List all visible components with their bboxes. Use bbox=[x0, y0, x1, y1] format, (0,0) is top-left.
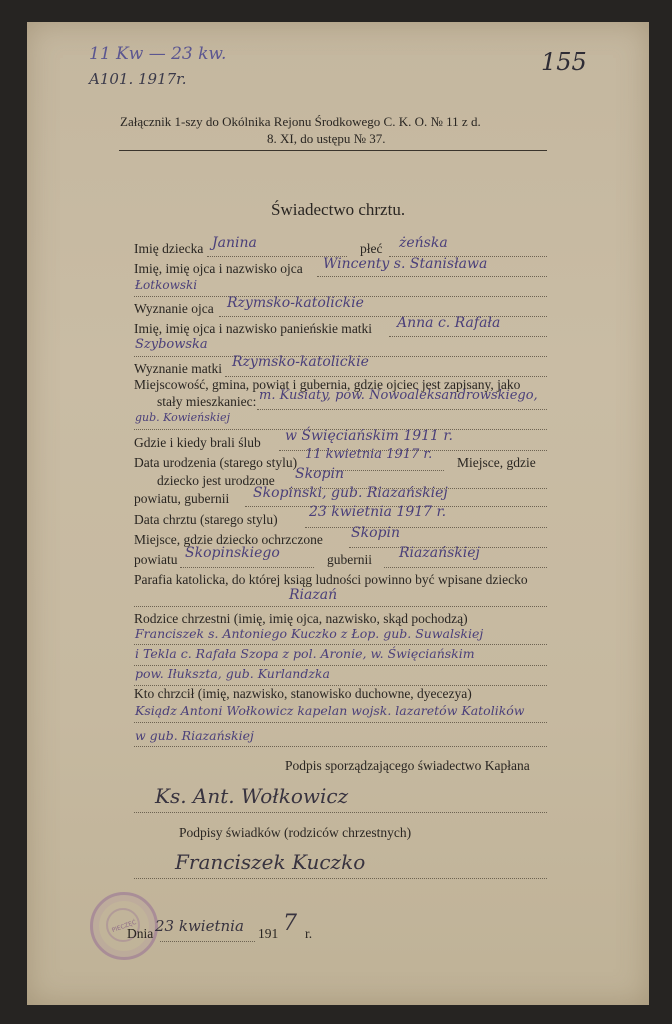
value-godparents-2: i Tekla c. Rafała Szopa z pol. Aronie, w. Święciańskim bbox=[135, 646, 475, 661]
value-sex: żeńska bbox=[399, 235, 448, 251]
header-line-1: Załącznik 1-szy do Okólnika Rejonu Środkowego C. K. O. № 11 z d. bbox=[120, 114, 481, 129]
label-marriage: Gdzie i kiedy brali ślub bbox=[134, 435, 261, 450]
label-sex: płeć bbox=[360, 241, 383, 256]
value-father-religion: Rzymsko-katolickie bbox=[227, 295, 364, 311]
value-parish: Riazań bbox=[289, 587, 338, 603]
archive-numbers: 11 Kw — 23 kw. bbox=[89, 44, 227, 64]
label-district: powiatu bbox=[134, 552, 178, 567]
value-governorate: Riazańskiej bbox=[399, 545, 480, 561]
value-date: 23 kwietnia bbox=[155, 917, 244, 935]
priest-signature: Ks. Ant. Wołkowicz bbox=[155, 784, 349, 808]
dotted-line bbox=[180, 567, 314, 568]
label-birth-date: Data urodzenia (starego stylu) bbox=[134, 455, 298, 470]
value-godparents-3: pow. Iłukszta, gub. Kurlandzka bbox=[135, 666, 330, 681]
dotted-line bbox=[389, 336, 547, 337]
value-marriage: w Święciańskim 1911 r. bbox=[285, 428, 454, 444]
value-child-name: Janina bbox=[212, 235, 257, 251]
dotted-line bbox=[134, 746, 547, 747]
value-residence-2: gub. Kowieńskiej bbox=[135, 411, 230, 424]
witness-signature: Franciszek Kuczko bbox=[175, 850, 366, 874]
dotted-line bbox=[160, 941, 255, 942]
value-birth-place: Skopin bbox=[295, 466, 344, 482]
value-godparents-1: Franciszek s. Antoniego Kuczko z Łop. gub. Suwalskiej bbox=[135, 626, 484, 641]
dotted-line bbox=[134, 606, 547, 607]
label-year: 191 bbox=[258, 926, 279, 941]
dotted-line bbox=[317, 276, 547, 277]
dotted-line bbox=[134, 878, 547, 879]
label-baptizer: Kto chrzcił (imię, nazwisko, stanowisko duchowne, dyecezya) bbox=[134, 686, 472, 701]
value-father-2: Łotkowski bbox=[135, 278, 198, 292]
label-father: Imię, imię ojca i nazwisko ojca bbox=[134, 261, 303, 276]
label-child-name: Imię dziecka bbox=[134, 241, 204, 256]
label-governorate: gubernii bbox=[327, 552, 372, 567]
label-priest-signature: Podpis sporządzającego świadectwo Kapłana bbox=[285, 758, 530, 773]
header-line-2: 8. XI, do ustępu № 37. bbox=[267, 131, 386, 146]
value-mother-religion: Rzymsko-katolickie bbox=[232, 354, 369, 370]
dotted-line bbox=[134, 722, 547, 723]
label-witnesses: Podpisy świadków (rodziców chrzestnych) bbox=[179, 825, 412, 840]
label-mother-religion: Wyznanie matki bbox=[134, 361, 223, 376]
value-baptizer-1: Ksiądz Antoni Wołkowicz kapelan wojsk. lazaretów Katolików bbox=[135, 703, 525, 718]
label-father-religion: Wyznanie ojca bbox=[134, 301, 214, 316]
label-residence-2: stały mieszkaniec: bbox=[157, 394, 257, 409]
stamp-text: PIECZĘĆ bbox=[110, 918, 138, 934]
label-birth-place-1: Miejsce, gdzie bbox=[457, 455, 536, 470]
label-residence-1: Miejscowość, gmina, powiat i gubernia, gdzie ojciec jest zapisany, jako bbox=[134, 377, 521, 392]
dotted-line bbox=[134, 812, 547, 813]
label-godparents: Rodzice chrzestni (imię, imię ojca, nazwisko, skąd pochodzą) bbox=[134, 611, 468, 626]
dotted-line bbox=[305, 527, 547, 528]
value-father-1: Wincenty s. Stanisława bbox=[323, 256, 488, 272]
label-baptism-date: Data chrztu (starego stylu) bbox=[134, 512, 278, 527]
value-mother-2: Szybowska bbox=[135, 337, 208, 352]
dotted-line bbox=[257, 409, 547, 410]
certificate-document bbox=[27, 22, 649, 1005]
value-district-gov: Skopinski, gub. Riazańskiej bbox=[253, 485, 448, 501]
label-birth-place-2: dziecko jest urodzone bbox=[157, 473, 275, 488]
header-rule bbox=[119, 150, 547, 151]
value-mother-1: Anna c. Rafała bbox=[397, 315, 501, 331]
page-number: 155 bbox=[541, 48, 587, 76]
dotted-line bbox=[134, 644, 547, 645]
label-mother: Imię, imię ojca i nazwisko panieńskie matki bbox=[134, 321, 373, 336]
label-date: Dnia bbox=[127, 926, 154, 941]
value-residence-1: m. Kusiaty, pow. Nowoaleksandrowskiego, bbox=[259, 388, 538, 403]
value-birth-date: 11 kwietnia 1917 r. bbox=[305, 447, 433, 462]
value-district: Skopinskiego bbox=[185, 545, 280, 561]
value-baptizer-2: w gub. Riazańskiej bbox=[135, 728, 254, 743]
archive-reference: A101. 1917r. bbox=[89, 70, 187, 88]
value-baptism-date: 23 kwietnia 1917 r. bbox=[309, 504, 447, 520]
dotted-line bbox=[384, 567, 547, 568]
document-title: Świadectwo chrztu. bbox=[271, 200, 406, 219]
label-parish: Parafia katolicka, do której ksiąg ludności powinno być wpisane dziecko bbox=[134, 572, 528, 587]
label-year-suffix: r. bbox=[305, 926, 313, 941]
label-district-gov: powiatu, gubernii bbox=[134, 491, 230, 506]
label-baptism-place: Miejsce, gdzie dziecko ochrzczone bbox=[134, 532, 323, 547]
value-year-digit: 7 bbox=[283, 911, 297, 936]
value-baptism-place: Skopin bbox=[351, 525, 400, 541]
